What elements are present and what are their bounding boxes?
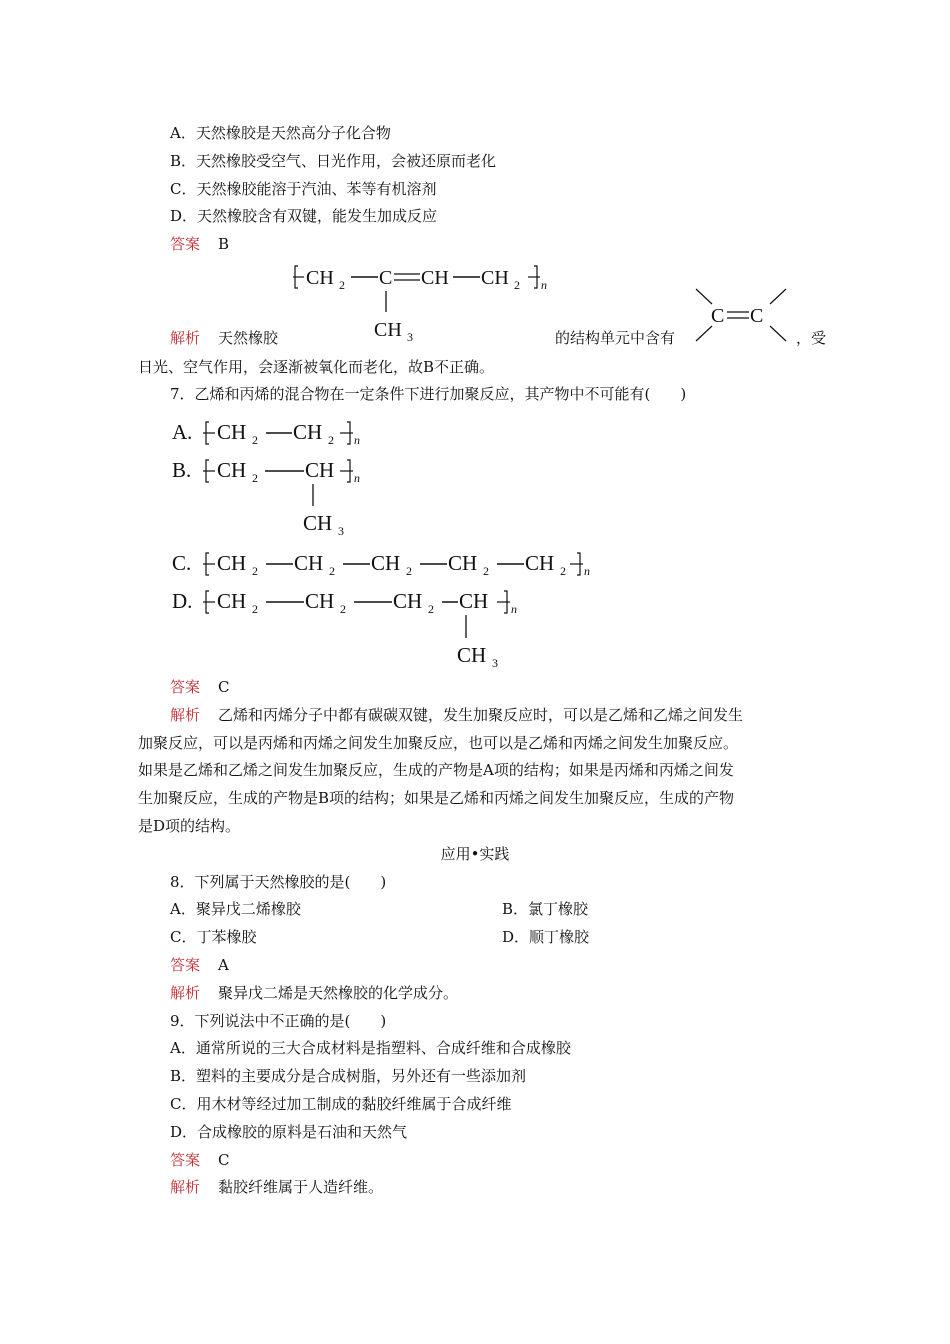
q6-analysis-label — [170, 328, 278, 348]
q8-option-b: B．氯丁橡胶 — [502, 900, 589, 918]
q8-option-c: C．丁苯橡胶 — [170, 928, 257, 946]
ch2-left-text: CH — [306, 267, 334, 289]
option-label: B. — [172, 458, 192, 482]
svg-text:CH: CH — [393, 589, 423, 613]
q7-option-a-formula — [172, 416, 402, 450]
analysis-label: 解析 — [170, 984, 201, 1002]
q9-analysis — [170, 1177, 383, 1197]
c-right-text: C — [750, 305, 764, 327]
q7-answer — [170, 677, 230, 697]
answer-label: 答案 — [170, 678, 201, 696]
svg-text:CH: CH — [217, 420, 247, 444]
ch-text: CH — [421, 267, 449, 289]
q6-analysis-part3: ，受 — [796, 329, 827, 347]
svg-text:CH: CH — [217, 551, 247, 575]
svg-text:CH: CH — [217, 589, 247, 613]
q7-analysis-line3: 如果是乙烯和乙烯之间发生加聚反应，生成的产物是A项的结构；如果是丙烯和丙烯之间发 — [138, 761, 734, 779]
analysis-label: 解析 — [170, 1178, 201, 1196]
sub-3: 3 — [407, 330, 413, 342]
svg-text:2: 2 — [252, 433, 258, 447]
q8-analysis — [170, 983, 458, 1003]
q8-option-a: A．聚异戊二烯橡胶 — [170, 900, 301, 918]
q8-answer — [170, 955, 229, 975]
svg-text:CH: CH — [305, 589, 335, 613]
c-left-text: C — [711, 305, 725, 327]
svg-text:n: n — [354, 471, 360, 485]
analysis-text: 聚异戊二烯是天然橡胶的化学成分。 — [218, 984, 459, 1002]
svg-text:2: 2 — [340, 602, 346, 616]
svg-text:CH: CH — [303, 511, 333, 535]
svg-text:CH: CH — [448, 551, 478, 575]
svg-text:2: 2 — [428, 602, 434, 616]
q8-option-d: D．顺丁橡胶 — [502, 928, 590, 946]
answer-label: 答案 — [170, 235, 201, 253]
n-subscript: n — [541, 278, 547, 292]
q9-option-b: B．塑料的主要成分是合成树脂，另外还有一些添加剂 — [170, 1067, 527, 1085]
analysis-text: 乙烯和丙烯分子中都有碳碳双键，发生加聚反应时，可以是乙烯和乙烯之间发生 — [218, 706, 744, 724]
q7-analysis-line4: 生加聚反应，生成的产物是B项的结构；如果是乙烯和丙烯之间发生加聚反应，生成的产物 — [138, 789, 735, 807]
svg-text:3: 3 — [338, 524, 344, 538]
sub-2: 2 — [339, 278, 345, 292]
svg-text:CH: CH — [457, 643, 487, 667]
double-bond-fragment — [693, 284, 789, 346]
svg-text:2: 2 — [406, 564, 412, 578]
q6-option-a: A．天然橡胶是天然高分子化合物 — [170, 124, 391, 142]
svg-text:CH: CH — [525, 551, 555, 575]
q9-answer — [170, 1150, 230, 1170]
q7-stem: 7．乙烯和丙烯的混合物在一定条件下进行加聚反应，其产物中不可能有( ) — [170, 385, 687, 403]
svg-text:2: 2 — [252, 564, 258, 578]
option-label: A. — [172, 420, 193, 444]
option-label: D. — [172, 589, 193, 613]
svg-text:2: 2 — [483, 564, 489, 578]
q7-option-b-formula — [172, 454, 402, 538]
q6-option-b: B．天然橡胶受空气、日光作用，会被还原而老化 — [170, 152, 497, 170]
svg-text:2: 2 — [252, 471, 258, 485]
svg-text:CH: CH — [217, 458, 247, 482]
natural-rubber-formula — [290, 262, 560, 342]
svg-text:CH: CH — [305, 458, 335, 482]
answer-value: B — [218, 235, 230, 253]
q6-answer — [170, 234, 229, 254]
q7-option-d-formula — [172, 585, 572, 673]
option-label: C. — [172, 551, 192, 575]
ch3-text: CH — [374, 319, 402, 341]
analysis-text: 黏胶纤维属于人造纤维。 — [218, 1178, 384, 1196]
svg-text:n: n — [354, 433, 360, 447]
svg-text:2: 2 — [329, 564, 335, 578]
analysis-part1: 天然橡胶 — [218, 329, 279, 347]
analysis-label: 解析 — [170, 706, 201, 724]
q7-analysis-line2: 加聚反应，可以是丙烯和丙烯之间发生加聚反应，也可以是乙烯和丙烯之间发生加聚反应。 — [138, 734, 739, 752]
answer-value: C — [218, 1151, 230, 1169]
sub-2: 2 — [514, 278, 520, 292]
svg-text:CH: CH — [459, 589, 489, 613]
svg-text:n: n — [584, 564, 590, 578]
svg-text:CH: CH — [371, 551, 401, 575]
svg-text:2: 2 — [252, 602, 258, 616]
q6-option-c: C．天然橡胶能溶于汽油、苯等有机溶剂 — [170, 180, 437, 198]
svg-text:2: 2 — [560, 564, 566, 578]
analysis-label: 解析 — [170, 329, 201, 347]
section-title: 应用•实践 — [440, 845, 510, 863]
svg-text:2: 2 — [328, 433, 334, 447]
q9-option-c: C．用木材等经过加工制成的黏胶纤维属于合成纤维 — [170, 1095, 512, 1113]
q9-stem: 9．下列说法中不正确的是( ) — [170, 1012, 387, 1030]
svg-text:n: n — [511, 602, 517, 616]
answer-value: A — [218, 956, 229, 974]
q6-analysis-line2: 日光、空气作用，会逐渐被氧化而老化，故B不正确。 — [138, 358, 495, 376]
q9-option-a: A．通常所说的三大合成材料是指塑料、合成纤维和合成橡胶 — [170, 1039, 571, 1057]
q7-option-c-formula — [172, 547, 622, 581]
q7-analysis-line1 — [170, 705, 743, 725]
svg-text:CH: CH — [293, 420, 323, 444]
ch2-right-text: CH — [481, 267, 509, 289]
q6-analysis-part2: 的结构单元中含有 — [555, 329, 676, 347]
q9-option-d: D．合成橡胶的原料是石油和天然气 — [170, 1123, 408, 1141]
c-mid-text: C — [379, 267, 393, 289]
answer-label: 答案 — [170, 956, 201, 974]
q6-option-d: D．天然橡胶含有双键，能发生加成反应 — [170, 207, 438, 225]
svg-text:3: 3 — [492, 656, 498, 670]
answer-value: C — [218, 678, 230, 696]
q7-analysis-line5: 是D项的结构。 — [138, 817, 241, 835]
q8-stem: 8．下列属于天然橡胶的是( ) — [170, 873, 387, 891]
svg-text:CH: CH — [294, 551, 324, 575]
answer-label: 答案 — [170, 1151, 201, 1169]
